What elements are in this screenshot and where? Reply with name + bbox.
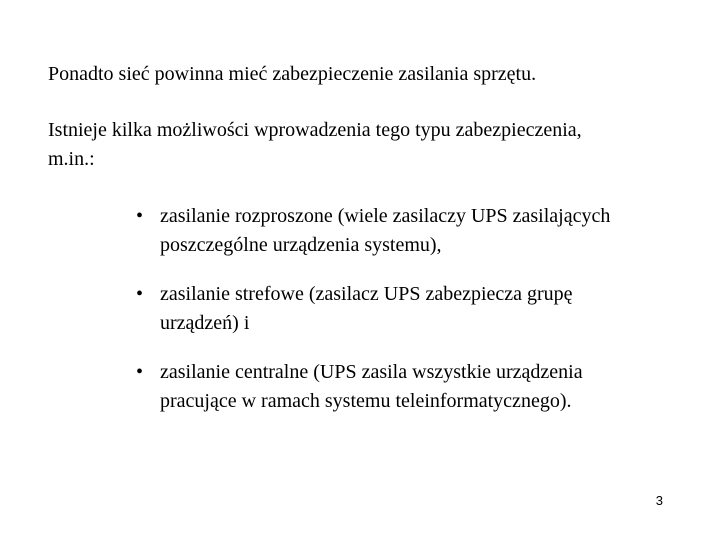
list-item-text: zasilanie rozproszone (wiele zasilaczy UPS zasilających poszczególne urządzenia systemu), (160, 205, 611, 256)
bullet-icon: • (136, 283, 144, 305)
list-item (132, 358, 652, 416)
list-item (132, 280, 652, 338)
bullet-icon: • (136, 361, 144, 383)
power-options-list (132, 202, 652, 436)
intro-paragraph: Ponadto sieć powinna mieć zabezpieczenie zasilania sprzętu. (48, 63, 537, 85)
page-number: 3 (655, 493, 663, 508)
list-item-text: zasilanie strefowe (zasilacz UPS zabezpiecza grupę urządzeń) i (160, 283, 573, 334)
list-item (132, 202, 652, 260)
options-paragraph: Istnieje kilka możliwości wprowadzenia tego typu zabezpieczenia, m.in.: (48, 119, 582, 170)
bullet-icon: • (136, 205, 144, 227)
list-item-text: zasilanie centralne (UPS zasila wszystkie urządzenia pracujące w ramach systemu teleinformatycznego). (160, 361, 583, 412)
